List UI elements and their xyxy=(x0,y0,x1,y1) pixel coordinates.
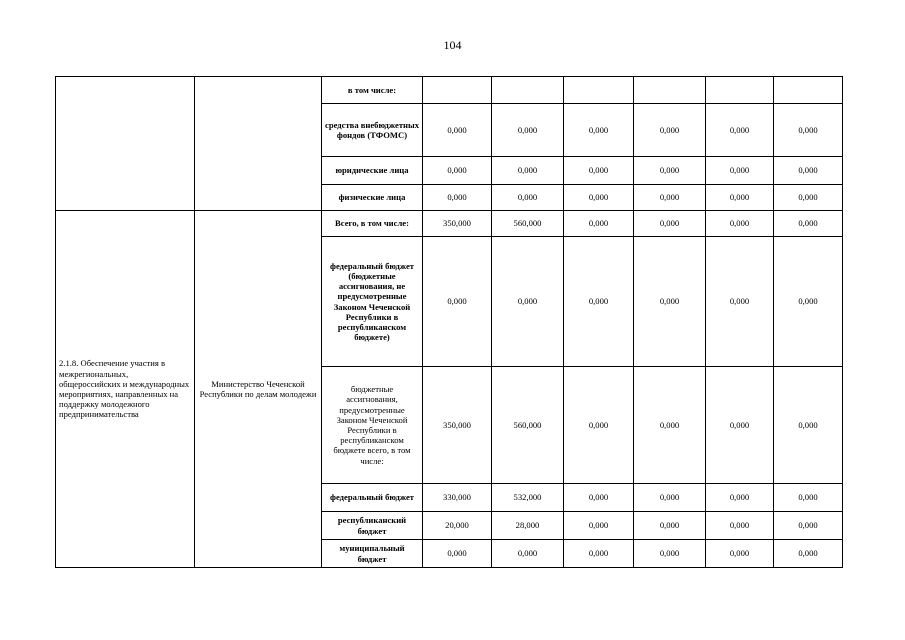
executor-name: Министерство Чеченской Республики по делам молодежи xyxy=(195,211,322,568)
value-cell: 560,000 xyxy=(492,367,564,484)
value-cell xyxy=(423,77,492,104)
value-cell: 0,000 xyxy=(634,211,706,237)
value-cell: 532,000 xyxy=(492,484,564,512)
value-cell: 0,000 xyxy=(706,237,774,367)
value-cell: 0,000 xyxy=(492,104,564,157)
funding-source-cell: юридические лица xyxy=(322,157,423,185)
funding-source-cell: федеральный бюджет (бюджетные ассигнования, не предусмотренные Законом Чеченской Республики в республиканском бюджете) xyxy=(322,237,423,367)
value-cell: 0,000 xyxy=(564,157,634,185)
value-cell: 0,000 xyxy=(564,104,634,157)
value-cell: 330,000 xyxy=(423,484,492,512)
value-cell: 0,000 xyxy=(564,512,634,540)
value-cell: 0,000 xyxy=(634,237,706,367)
value-cell: 0,000 xyxy=(774,540,843,568)
value-cell: 0,000 xyxy=(706,512,774,540)
budget-table xyxy=(55,76,843,568)
value-cell: 0,000 xyxy=(706,484,774,512)
funding-source-cell: республиканский бюджет xyxy=(322,512,423,540)
value-cell: 350,000 xyxy=(423,211,492,237)
value-cell: 0,000 xyxy=(564,185,634,211)
value-cell: 0,000 xyxy=(634,512,706,540)
funding-source-cell: в том числе: xyxy=(322,77,423,104)
funding-source-cell: Всего, в том числе: xyxy=(322,211,423,237)
value-cell: 0,000 xyxy=(774,512,843,540)
value-cell: 0,000 xyxy=(774,484,843,512)
value-cell: 0,000 xyxy=(564,484,634,512)
value-cell: 20,000 xyxy=(423,512,492,540)
value-cell: 0,000 xyxy=(706,211,774,237)
value-cell: 0,000 xyxy=(492,540,564,568)
value-cell xyxy=(492,77,564,104)
value-cell: 0,000 xyxy=(564,367,634,484)
value-cell: 0,000 xyxy=(564,237,634,367)
measure-title: 2.1.8. Обеспечение участия в межрегиональных, общероссийских и международных мероприятиях, направленных на поддержку молодежного предпринимательства xyxy=(56,211,195,568)
value-cell: 0,000 xyxy=(564,211,634,237)
value-cell xyxy=(774,77,843,104)
value-cell: 28,000 xyxy=(492,512,564,540)
value-cell: 0,000 xyxy=(774,157,843,185)
value-cell: 0,000 xyxy=(634,157,706,185)
empty-measure-cell xyxy=(56,77,195,211)
value-cell: 0,000 xyxy=(774,104,843,157)
value-cell: 0,000 xyxy=(774,367,843,484)
value-cell: 0,000 xyxy=(774,185,843,211)
value-cell: 0,000 xyxy=(774,237,843,367)
page-number: 104 xyxy=(443,38,462,52)
value-cell: 0,000 xyxy=(423,185,492,211)
value-cell xyxy=(634,77,706,104)
value-cell xyxy=(706,77,774,104)
funding-source-cell: бюджетные ассигнования, предусмотренные Законом Чеченской Республики в республиканском бюджете всего, в том числе: xyxy=(322,367,423,484)
table-row xyxy=(56,77,843,104)
value-cell: 0,000 xyxy=(706,185,774,211)
value-cell: 560,000 xyxy=(492,211,564,237)
value-cell: 0,000 xyxy=(634,367,706,484)
value-cell: 0,000 xyxy=(634,540,706,568)
value-cell: 0,000 xyxy=(492,185,564,211)
value-cell: 0,000 xyxy=(774,211,843,237)
value-cell: 0,000 xyxy=(423,157,492,185)
value-cell: 0,000 xyxy=(706,157,774,185)
value-cell: 0,000 xyxy=(634,484,706,512)
value-cell: 350,000 xyxy=(423,367,492,484)
value-cell: 0,000 xyxy=(492,157,564,185)
funding-source-cell: средства внебюджетных фондов (ТФОМС) xyxy=(322,104,423,157)
value-cell: 0,000 xyxy=(423,104,492,157)
value-cell: 0,000 xyxy=(564,540,634,568)
funding-source-cell: физические лица xyxy=(322,185,423,211)
value-cell: 0,000 xyxy=(706,104,774,157)
funding-source-cell: федеральный бюджет xyxy=(322,484,423,512)
value-cell: 0,000 xyxy=(706,540,774,568)
value-cell: 0,000 xyxy=(634,185,706,211)
table-row xyxy=(56,211,843,237)
empty-executor-cell xyxy=(195,77,322,211)
value-cell: 0,000 xyxy=(423,237,492,367)
funding-source-cell: муниципальный бюджет xyxy=(322,540,423,568)
value-cell xyxy=(564,77,634,104)
value-cell: 0,000 xyxy=(492,237,564,367)
value-cell: 0,000 xyxy=(706,367,774,484)
value-cell: 0,000 xyxy=(423,540,492,568)
value-cell: 0,000 xyxy=(634,104,706,157)
